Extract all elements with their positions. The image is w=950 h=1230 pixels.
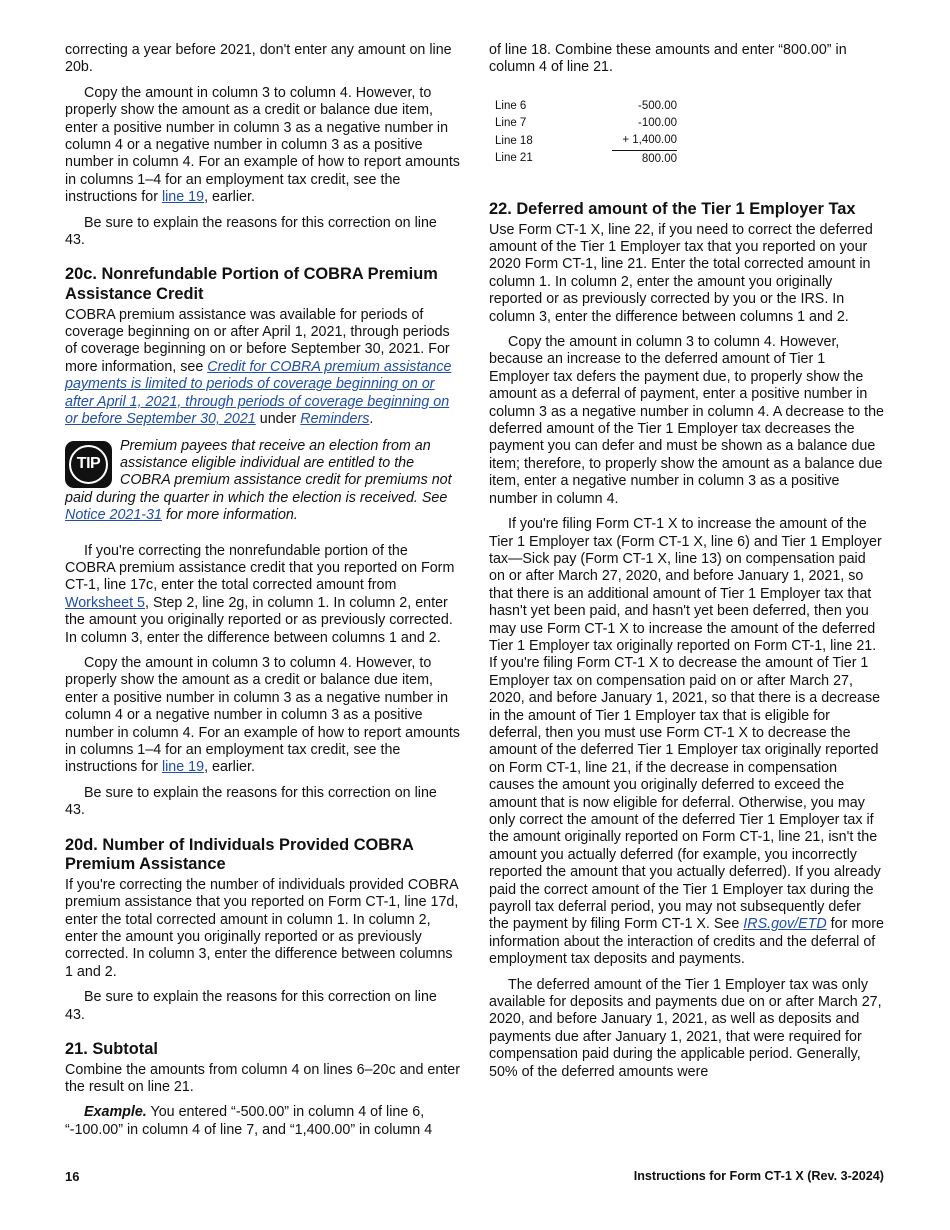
paragraph <box>65 655 460 777</box>
example-label: Example. <box>84 1104 147 1121</box>
section-heading-22: 22. Deferred amount of the Tier 1 Employer Tax <box>489 200 856 218</box>
paragraph: Be sure to explain the reasons for this correction on line 43. <box>65 989 437 1023</box>
tip-text: Premium payees that receive an election from an assistance eligible individual are entitled to the COBRA premium assistance credit for premiums not paid during the quarter in which the election is received. See <box>65 437 452 506</box>
paragraph <box>65 543 460 647</box>
text: COBRA premium assistance was available for periods of coverage beginning on or after April 1, 2021, through periods of coverage beginning on or before September 30, 2021. For more information, see <box>65 306 450 375</box>
paragraph: Be sure to explain the reasons for this correction on line 43. <box>65 214 437 249</box>
reminders-link[interactable]: Reminders <box>300 411 370 428</box>
paragraph: Use Form CT-1 X, line 22, if you need to correct the deferred amount of the Tier 1 Employer tax that you reported on your 2020 Form CT-1, line 21. Enter the total corrected amount in column 1. In column 2, enter the amount you originally reported or as previously corrected by you or the IRS. In column 3, enter the difference between columns 1 and 2. <box>489 221 873 325</box>
section-heading-21: 21. Subtotal <box>65 1040 158 1059</box>
paragraph <box>65 1104 460 1139</box>
table-cell: Line 18 <box>495 134 533 147</box>
table-row <box>495 150 677 168</box>
text: Copy the amount in column 3 to column 4. However, to properly show the amount as a credit or balance due item, enter a positive number in column 3 as a negative number in column 4 or a negative number in column 3 as a positive number in column 4. For an example of how to report amounts in columns 1–4 for an employment tax credit, see the instructions for <box>65 654 460 776</box>
paragraph <box>65 85 460 207</box>
paragraph: If you're correcting the number of individuals provided COBRA premium assistance that you reported on Form CT-1, line 17d, enter the total corrected amount in column 1. In column 2, enter the amount you originally reported or as previously corrected. In column 3, enter the difference between columns 1 and 2. <box>65 876 459 980</box>
table-cell: Line 7 <box>495 117 527 130</box>
tip-text: for more information. <box>161 507 298 524</box>
text: under <box>255 411 301 428</box>
paragraph: Be sure to explain the reasons for this correction on line 43. <box>65 784 437 819</box>
text: You entered “-500.00” in column 4 of line 6, “-100.00” in column 4 of line 7, and “1,400.00” in column 4 <box>65 1104 433 1138</box>
tip-box <box>65 438 460 525</box>
paragraph: of line 18. Combine these amounts and enter “800.00” in column 4 of line 21. <box>489 42 847 76</box>
text: , Step 2, line 2g, in column 1. In column 2, enter the amount you originally reported or as previously corrected. In column 3, enter the difference between columns 1 and 2. <box>65 594 453 646</box>
paragraph: The deferred amount of the Tier 1 Employer tax was only available for deposits and payments due on or after March 27, 2020, and before January 1, 2021, as well as deposits and payments due after January 1, 2021, that were required for compensation paid during the applicable period. Generally, 50% of the deferred amounts were <box>489 976 882 1080</box>
paragraph: Copy the amount in column 3 to column 4. However, because an increase to the deferred amount of Tier 1 Employer tax defers the payment due, to properly show the amount as a deferral of payment, enter a positive number in column 3 as a negative number in column 4. A decrease to the deferred amount of the Tier 1 Employer tax decreases the payment you can defer and must be shown as a balance due item; therefore, to properly show the amount as a balance due item, enter a negative number in column 3 as a positive number in column 4. <box>489 334 884 507</box>
notice-2021-31-link[interactable]: Notice 2021-31 <box>65 507 162 524</box>
table-cell: Line 6 <box>495 99 527 112</box>
worksheet-5-link[interactable]: Worksheet 5 <box>65 594 145 611</box>
line-19-link[interactable]: line 19 <box>161 759 205 776</box>
text: , earlier. <box>204 759 255 776</box>
paragraph: correcting a year before 2021, don't enter any amount on line 20b. <box>65 42 452 76</box>
example-table <box>495 98 677 168</box>
text: . <box>369 411 374 428</box>
text: If you're filing Form CT-1 X to increase the amount of the Tier 1 Employer tax (Form CT-1 X, line 6) and Tier 1 Employer tax—Sick pay (Form CT-1 X, line 13) on compensation paid on or after March 27, 2020, and before January 1, 2021, so that there is an additional amount of Tier 1 Employer tax that hasn't yet been paid, and hasn't yet been deferred, then you may use Form CT-1 X to increase the amount of the deferred Tier 1 Employer tax originally reported on Form CT-1, line 21. If you're filing Form CT-1 X to decrease the amount of Tier 1 Employer tax on compensation paid on or after March 27, 2020, and before January 1, 2021, so that there is a decrease in the amount of Tier 1 Employer tax that is eligible for deferral, then you must use Form CT-1 X to decrease the amount of the deferred Tier 1 Employer tax originally reported on Form CT-1, line 21, if the decrease in compensation causes the amount you originally deferred to exceed the amount that is now eligible for deferral. Otherwise, you may only correct the amount of the deferred Tier 1 Employer tax if the amount originally reported on Form CT-1, line 21, isn't the amount you actually deferred (for example, you incorrectly reported the amount that you actually deferred). If you already paid the correct amount of the Tier 1 Employer tax during the payroll tax deferral period, you may not subsequently defer the payment by filing Form CT-1 X. See <box>489 516 882 933</box>
line-19-link[interactable]: line 19 <box>161 189 205 206</box>
table-cell: -500.00 <box>637 99 677 112</box>
text: If you're correcting the nonrefundable portion of the COBRA premium assistance credit that you reported on Form CT-1, line 17c, enter the total corrected amount from <box>65 542 455 594</box>
table-row <box>495 98 677 115</box>
page-number: 16 <box>65 1169 80 1184</box>
section-heading-20d: 20d. Number of Individuals Provided COBRA Premium Assistance <box>65 835 414 874</box>
paragraph: Combine the amounts from column 4 on lines 6–20c and enter the result on line 21. <box>65 1061 460 1096</box>
right-column <box>489 42 884 1089</box>
text: for more information about the interaction of credits and the deferral of employment tax deposits and payments. <box>489 916 884 968</box>
table-cell: + 1,400.00 <box>612 132 677 150</box>
irs-etd-link[interactable]: IRS.gov/ETD <box>743 916 827 933</box>
paragraph <box>489 516 884 969</box>
text: , earlier. <box>204 189 255 206</box>
table-cell: -100.00 <box>637 117 677 130</box>
left-column <box>65 42 460 1147</box>
tip-icon <box>65 441 112 488</box>
text: Copy the amount in column 3 to column 4. However, to properly show the amount as a credit or balance due item, enter a positive number in column 3 as a negative number in column 4 or a negative number in column 3 as a positive number in column 4. For an example of how to report amounts in columns 1–4 for an employment tax credit, see the instructions for <box>65 84 460 206</box>
cobra-credit-link[interactable]: Credit for COBRA premium assistance payments is limited to periods of coverage beginning on or after April 1, 2021, through periods of coverage beginning on or before September 30, 2021 <box>65 358 452 428</box>
table-cell: Line 21 <box>495 152 533 165</box>
table-cell: 800.00 <box>641 152 677 165</box>
tip-label: TIP <box>69 445 108 484</box>
section-heading-20c: 20c. Nonrefundable Portion of COBRA Premium Assistance Credit <box>65 265 438 304</box>
table-row <box>495 132 677 150</box>
table-row <box>495 115 677 132</box>
paragraph <box>65 307 460 429</box>
form-title-footer: Instructions for Form CT-1 X (Rev. 3-2024) <box>633 1169 884 1183</box>
